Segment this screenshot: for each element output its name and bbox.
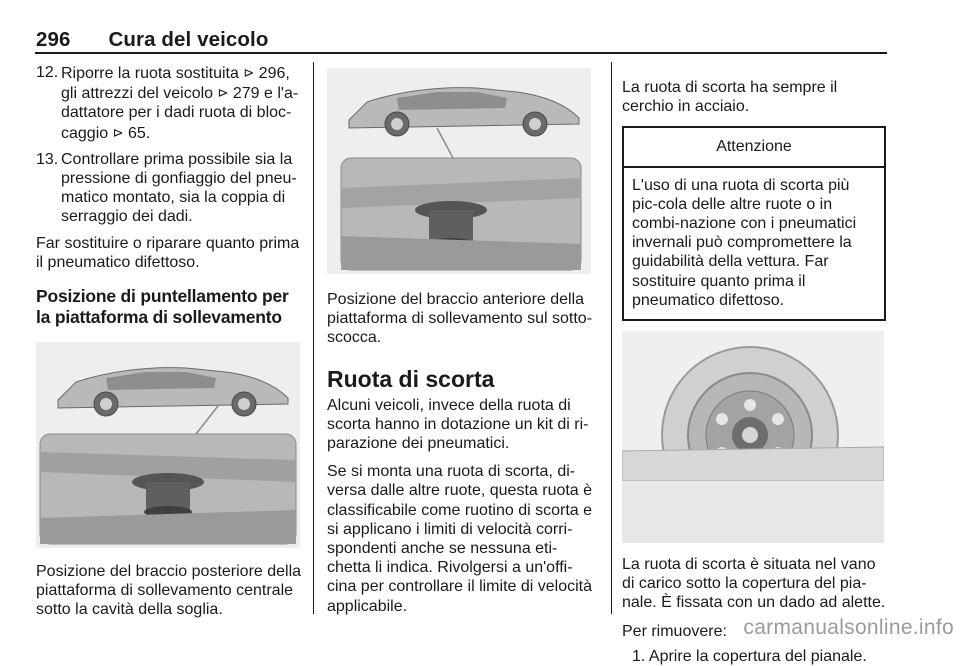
warning-title: Attenzione <box>624 128 884 167</box>
rear-lift-point-illustration <box>36 342 300 548</box>
reference-arrow-icon: ⊳ <box>217 85 229 101</box>
column-3 <box>622 78 886 666</box>
steps-list <box>36 63 302 227</box>
paragraph: Alcuni veicoli, invece della ruota di scorta hanno in dotazione un kit di ri-parazione dei pneumatici. <box>327 396 589 453</box>
column-divider-2 <box>611 62 612 614</box>
paragraph: La ruota di scorta ha sempre il cerchio in acciaio. <box>622 79 838 116</box>
reference-arrow-icon: ⊳ <box>112 124 124 140</box>
reference-arrow-icon: ⊳ <box>243 65 255 80</box>
column-divider-1 <box>313 62 314 614</box>
section-heading: Ruota di scorta <box>327 365 495 392</box>
section-heading: Posizione di puntellamento per la piattaforma di sollevamento <box>36 286 289 328</box>
warning-body: L'uso di una ruota di scorta più pic-cola delle altre ruote o in combi-nazione con i pneumatici invernali può compromettere la guidabilità della vettura. Far sostituire quanto prima il pneumatico difettoso. <box>632 176 857 309</box>
paragraph: Se si monta una ruota di scorta, di-versa dalle altre ruote, questa ruota è classificabile come ruotino di scorta e si applicano i limiti di velocità corri-spondenti anche se nessuna eti-chetta li indica. Rivolgersi a un'offi-cina per controllare il limite di velocità applicabile. <box>327 463 593 615</box>
list-item: 12. Riporre la ruota sostituita ⊳ 296, gli attrezzi del veicolo ⊳ 279 e l'a- dattatore per i dadi ruota di bloc- caggio ⊳ 65. <box>36 64 299 142</box>
column-2 <box>327 68 593 625</box>
figure-caption: Posizione del braccio anteriore della piattaforma di sollevamento sul sotto-scocca. <box>327 291 593 347</box>
list-item: 13. Controllare prima possibile sia la pressione di gonfiaggio del pneu-matico montato, sia la coppia di serraggio dei dadi. <box>36 150 297 226</box>
spare-wheel-illustration <box>622 331 884 543</box>
paragraph: La ruota di scorta è situata nel vano di carico sotto la copertura del pia-nale. È fissata con un dado ad alette. <box>622 556 886 612</box>
watermark: carmanualsonline.info <box>743 616 954 639</box>
page-number: 296 <box>36 28 71 51</box>
column-1 <box>36 63 302 629</box>
warning-box <box>622 126 886 321</box>
page-ref-link[interactable]: 296, <box>258 65 290 82</box>
paragraph: Far sostituire o riparare quanto prima il pneumatico difettoso. <box>36 234 300 271</box>
paragraph: Per rimuovere: <box>622 622 727 640</box>
page-ref-link[interactable]: 279 e l'a- <box>232 85 299 103</box>
header-rule <box>35 52 887 54</box>
front-lift-point-illustration <box>327 68 591 274</box>
list-item: 1. Aprire la copertura del pianale. <box>632 647 867 665</box>
figure-caption: Posizione del braccio posteriore della piattaforma di sollevamento centrale sotto la cavità della soglia. <box>36 563 302 619</box>
section-title: Cura del veicolo <box>108 28 269 51</box>
page-ref-link[interactable]: 65. <box>127 124 151 142</box>
page-header <box>36 28 268 52</box>
